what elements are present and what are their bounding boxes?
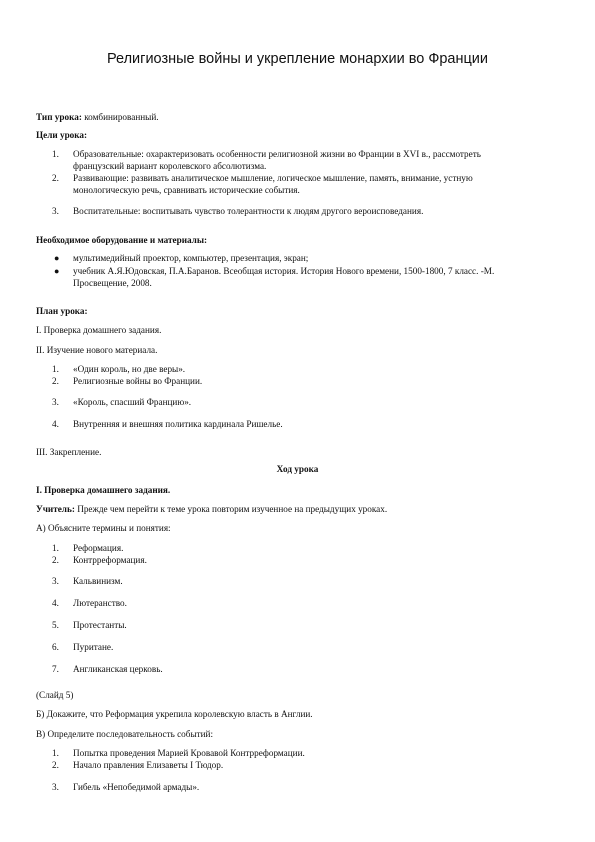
goal-number: 1. bbox=[52, 149, 59, 159]
plan-item-number: 3. bbox=[52, 397, 59, 407]
goal-text: Воспитательные: воспитывать чувство толерантности к людям другого вероисповедания. bbox=[73, 206, 424, 216]
lesson-type-line bbox=[36, 112, 159, 123]
term-item: Лютеранство. bbox=[73, 598, 127, 608]
event-number: 3. bbox=[52, 782, 59, 792]
teacher-label: Учитель: bbox=[36, 504, 75, 514]
event-item: Попытка проведения Марией Кровавой Контрреформации. bbox=[73, 748, 305, 758]
term-number: 6. bbox=[52, 642, 59, 652]
equipment-item: мультимедийный проектор, компьютер, презентация, экран; bbox=[73, 253, 309, 263]
task-c: В) Определите последовательность событий: bbox=[36, 729, 214, 739]
bullet-icon: ● bbox=[54, 253, 60, 263]
lesson-type-value: комбинированный. bbox=[81, 112, 159, 122]
plan-heading: План урока: bbox=[36, 306, 88, 316]
goal-text: Развивающие: развивать аналитическое мышление, логическое мышление, память, внимание, устную bbox=[73, 173, 473, 183]
term-number: 4. bbox=[52, 598, 59, 608]
term-number: 5. bbox=[52, 620, 59, 630]
term-number: 7. bbox=[52, 664, 59, 674]
goal-text: монологическую речь, сравнивать исторические события. bbox=[73, 185, 300, 195]
goal-text: французский вариант королевского абсолютизма. bbox=[73, 161, 267, 171]
term-item: Протестанты. bbox=[73, 620, 127, 630]
event-number: 1. bbox=[52, 748, 59, 758]
plan-item-number: 1. bbox=[52, 364, 59, 374]
term-item: Реформация. bbox=[73, 543, 124, 553]
plan-item-number: 4. bbox=[52, 419, 59, 429]
event-item: Гибель «Непобедимой армады». bbox=[73, 782, 200, 792]
plan-part: III. Закрепление. bbox=[36, 447, 102, 457]
equipment-item: учебник А.Я.Юдовская, П.А.Баранов. Всеобщая история. История Нового времени, 1500-1800, 7 класс. -М. bbox=[73, 266, 495, 276]
slide-note: (Слайд 5) bbox=[36, 690, 74, 700]
term-item: Кальвинизм. bbox=[73, 576, 123, 586]
equipment-heading: Необходимое оборудование и материалы: bbox=[36, 235, 208, 245]
document-title: Религиозные войны и укрепление монархии во Франции bbox=[106, 51, 488, 67]
term-number: 2. bbox=[52, 555, 59, 565]
term-number: 1. bbox=[52, 543, 59, 553]
course-heading: Ход урока bbox=[276, 464, 319, 474]
bullet-icon: ● bbox=[54, 266, 60, 276]
lesson-type-label: Тип урока: bbox=[36, 112, 82, 122]
event-item: Начало правления Елизаветы I Тюдор. bbox=[73, 760, 224, 770]
plan-part: II. Изучение нового материала. bbox=[36, 345, 158, 355]
goal-number: 2. bbox=[52, 173, 59, 183]
task-b: Б) Докажите, что Реформация укрепила королевскую власть в Англии. bbox=[36, 709, 313, 719]
plan-item-number: 2. bbox=[52, 376, 59, 386]
term-item: Пуритане. bbox=[73, 642, 114, 652]
plan-item: «Один король, но две веры». bbox=[73, 364, 186, 374]
plan-item: Внутренняя и внешняя политика кардинала Ришелье. bbox=[73, 419, 283, 429]
plan-item: Религиозные войны во Франции. bbox=[73, 376, 203, 386]
goals-heading: Цели урока: bbox=[36, 130, 88, 140]
equipment-item: Просвещение, 2008. bbox=[73, 278, 152, 288]
teacher-text: Прежде чем перейти к теме урока повторим изученное на предыдущих уроках. bbox=[74, 504, 388, 514]
teacher-line bbox=[36, 504, 387, 515]
goal-text: Образовательные: охарактеризовать особенности религиозной жизни во Франции в XVI в., рассмотреть bbox=[73, 149, 481, 159]
task-a: А) Объясните термины и понятия: bbox=[36, 523, 171, 533]
term-item: Англиканская церковь. bbox=[73, 664, 163, 674]
term-item: Контрреформация. bbox=[73, 555, 147, 565]
event-number: 2. bbox=[52, 760, 59, 770]
term-number: 3. bbox=[52, 576, 59, 586]
section-heading: I. Проверка домашнего задания. bbox=[36, 485, 171, 495]
plan-item: «Король, спасший Францию». bbox=[73, 397, 192, 407]
goal-number: 3. bbox=[52, 206, 59, 216]
plan-part: I. Проверка домашнего задания. bbox=[36, 325, 162, 335]
